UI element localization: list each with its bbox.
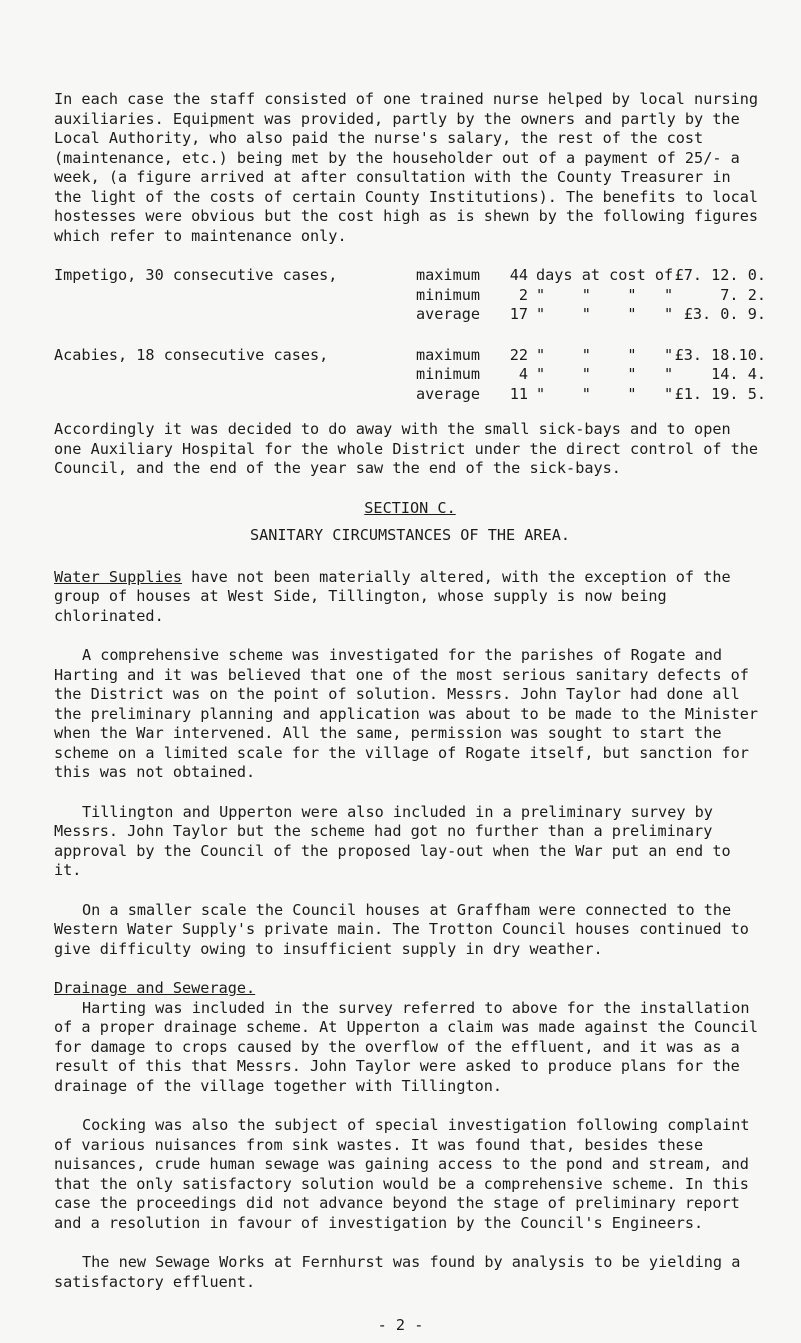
table-row [54,266,766,286]
row-days: 44 [509,266,528,284]
table-row [54,305,766,325]
row-days: 17 [509,305,528,323]
water-supplies-paragraph [54,568,766,627]
row-rest: " " " " [536,285,674,304]
section-subtitle: SANITARY CIRCUMSTANCES OF THE AREA. [249,526,571,544]
row-rest: days at cost of [536,266,674,284]
accordingly-paragraph: Accordingly it was decided to do away with the small sick-bays and to open one Auxiliary Hospital for the whole District under the direct control of the Council, and the end of the year saw the end of the sick-bays. [54,420,768,477]
row-amount: 7. 2. [720,285,766,304]
row-kind: minimum [416,365,481,383]
impetigo-label: Impetigo, 30 consecutive cases, [54,266,338,284]
table-row [54,365,766,385]
row-rest: " " " " [536,345,674,364]
row-days: 11 [509,384,528,403]
row-amount: £3. 0. 9. [683,305,766,323]
row-amount: £7. 12. 0. [674,266,766,284]
row-days: 4 [518,365,528,383]
section-title: SECTION C. [364,498,456,517]
water-supplies-lead: have not been materially altered, with the exception of the group of houses at West Side, Tillington, whose supply is now being chlorinated. [54,567,740,625]
row-amount: £3. 18.10. [674,345,766,364]
row-kind: average [416,384,481,403]
water-paragraph-2: Tillington and Upperton were also included in a preliminary survey by Messrs. John Taylor but the scheme had got no further than a preliminary approval by the Council of the proposed lay-out when the War put an end to it. [54,802,740,879]
cost-table [54,266,766,404]
row-kind: maximum [416,345,481,364]
row-amount: £1. 19. 5. [674,384,766,403]
drainage-paragraph-1: Harting was included in the survey referred to above for the installation of a proper drainage scheme. At Upperton a claim was made against the Council for damage to crops caused by the overflow of the effluent, and it was as a result of this that Messrs. John Taylor were asked to produce plans for the drainage of the village together with Tillington. [54,998,768,1095]
drainage-heading: Drainage and Sewerage. [54,979,256,997]
drainage-paragraph-2: Cocking was also the subject of special investigation following complaint of various nuisances from sink wastes. It was found that, besides these nuisances, crude human sewage was gaining access to the pond and stream, and that the only satisfactory solution would be a comprehensive scheme. In this case the proceedings did not advance beyond the stage of preliminary report and a resolution in favour of investigation by the Council's Engineers. [54,1116,759,1232]
row-rest: " " " " [536,365,674,383]
table-row [54,286,766,306]
row-rest: " " " " [536,305,674,323]
page-number: - 2 - [377,1316,424,1334]
row-amount: 14. 4. [711,365,766,383]
drainage-paragraph-3: The new Sewage Works at Fernhurst was found by analysis to be yielding a satisfactory effluent. [54,1253,750,1291]
water-paragraph-1: A comprehensive scheme was investigated for the parishes of Rogate and Harting and it was believed that one of the most serious sanitary defects of the District was on the point of solution. Messrs. John Taylor had done all the preliminary planning and application was about to be made to the Minister when the War intervened. All the same, permission was sought to start the scheme on a limited scale for the village of Rogate itself, but sanction for this was not obtained. [54,646,768,781]
water-supplies-heading: Water Supplies [54,567,183,586]
row-kind: minimum [416,285,481,304]
row-days: 22 [509,345,528,364]
water-paragraph-3: On a smaller scale the Council houses at Graffham were connected to the Western Water Supply's private main. The Trotton Council houses continued to give difficulty owing to insufficient supply in dry weather. [54,900,759,958]
row-days: 2 [518,285,528,304]
intro-paragraph: In each case the staff consisted of one trained nurse helped by local nursing auxiliaries. Equipment was provided, partly by the owners and partly by the Local Authority, who also paid the nurse's salary, the rest of the cost (maintenance, etc.) being met by the householder out of a payment of 25/- a week, (a figure arrived at after consultation with the County Treasurer in the light of the costs of certain County Institutions). The benefits to local hostesses were obvious but the cost high as is shewn by the following figures which refer to maintenance only. [54,90,768,245]
document-page [54,90,766,1312]
row-rest: " " " " [536,384,674,403]
scabies-label: Acabies, 18 consecutive cases, [54,345,329,364]
table-row [54,346,766,366]
row-kind: maximum [416,266,481,284]
row-kind: average [416,305,481,323]
table-row [54,385,766,405]
